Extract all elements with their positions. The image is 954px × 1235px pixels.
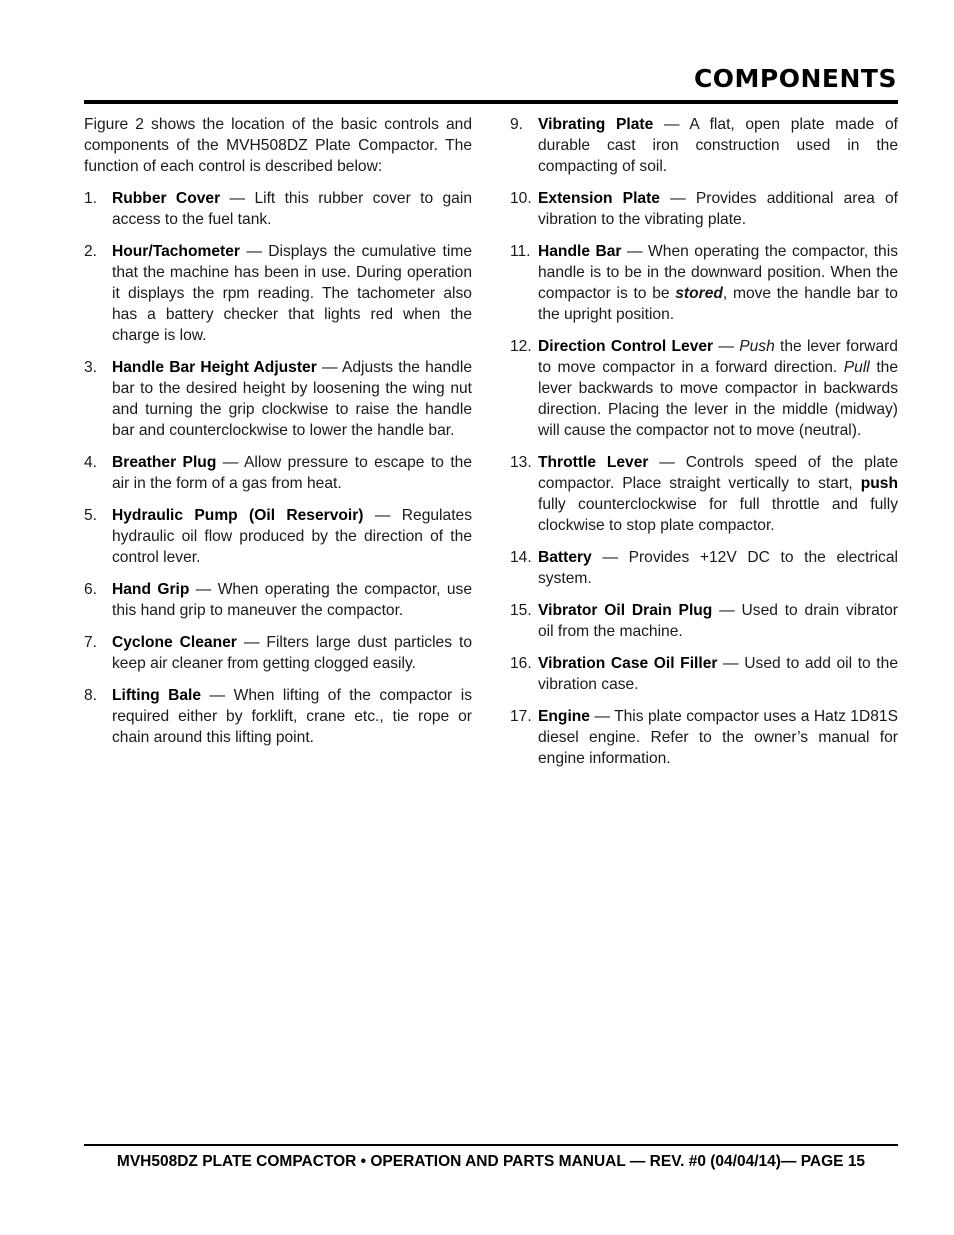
item-emphasis: push	[860, 475, 898, 492]
item-number: 8.	[84, 687, 98, 704]
item-description: — Allow pressure to escape to the air in the form of a gas from heat.	[112, 454, 472, 492]
item-number: 11.	[510, 243, 531, 260]
item-description: — When lifting of the compactor is required either by forklift, crane etc., tie rope or chain around this lifting point.	[112, 687, 472, 746]
item-term: Vibrator Oil Drain Plug	[538, 602, 713, 619]
list-item-rubber-cover	[84, 188, 472, 230]
list-item-handle-bar	[510, 241, 898, 325]
item-term: Hydraulic Pump (Oil Reservoir)	[112, 507, 364, 524]
item-number: 4.	[84, 454, 98, 471]
item-number: 15.	[510, 602, 532, 619]
item-description: — Used to drain vibrator oil from the machine.	[538, 602, 898, 640]
item-number: 9.	[510, 116, 524, 133]
item-emphasis: stored	[675, 285, 723, 302]
list-item-direction-control-lever	[510, 336, 898, 441]
item-term: Vibration Case Oil Filler	[538, 655, 718, 672]
list-item-hydraulic-pump	[84, 505, 472, 568]
item-term: Vibrating Plate	[538, 116, 654, 133]
item-description: — Used to add oil to the vibration case.	[538, 655, 898, 693]
item-term: Rubber Cover	[112, 190, 221, 207]
item-emphasis: Push	[739, 338, 775, 355]
item-description: — Provides additional area of vibration to the vibrating plate.	[538, 190, 898, 228]
item-description: — This plate compactor uses a Hatz 1D81S diesel engine. Refer to the owner’s manual for engine information.	[538, 708, 898, 767]
item-description: — Controls speed of the plate compactor. Place straight vertically to start,	[538, 454, 898, 492]
list-item-extension-plate	[510, 188, 898, 230]
list-item-vibrator-oil-drain-plug	[510, 600, 898, 642]
page-title: COMPONENTS	[693, 64, 897, 93]
list-item-handle-bar-height-adjuster	[84, 357, 472, 441]
left-column	[84, 114, 472, 759]
list-item-hand-grip	[84, 579, 472, 621]
item-term: Handle Bar Height Adjuster	[112, 359, 317, 376]
item-description: — A flat, open plate made of durable cast iron construction used in the compacting of soil.	[538, 116, 898, 175]
list-item-engine	[510, 706, 898, 769]
page-footer: MVH508DZ PLATE COMPACTOR • OPERATION AND PARTS MANUAL — REV. #0 (04/04/14)— PAGE 15	[116, 1153, 866, 1170]
item-description: — When operating the compactor, this handle is to be in the downward position. When the compactor is to be	[538, 243, 898, 302]
item-term: Direction Control Lever	[538, 338, 714, 355]
item-number: 6.	[84, 581, 98, 598]
list-item-cyclone-cleaner	[84, 632, 472, 674]
item-description: — Lift this rubber cover to gain access to the fuel tank.	[112, 190, 472, 228]
list-item-vibration-case-oil-filler	[510, 653, 898, 695]
item-number: 14.	[510, 549, 532, 566]
item-description: the lever forward to move compactor in a forward direction.	[538, 338, 898, 376]
list-item-throttle-lever	[510, 452, 898, 536]
right-column	[510, 114, 898, 780]
item-number: 7.	[84, 634, 98, 651]
item-number: 12.	[510, 338, 532, 355]
item-term: Throttle Lever	[538, 454, 649, 471]
item-term: Hand Grip	[112, 581, 190, 598]
item-term: Lifting Bale	[112, 687, 202, 704]
item-term: Extension Plate	[538, 190, 660, 207]
list-item-lifting-bale	[84, 685, 472, 748]
item-number: 13.	[510, 454, 532, 471]
item-term: Engine	[538, 708, 590, 725]
footer-rule	[84, 1144, 898, 1146]
item-description: — Filters large dust particles to keep air cleaner from getting clogged easily.	[112, 634, 472, 672]
item-term: Battery	[538, 549, 592, 566]
item-number: 5.	[84, 507, 98, 524]
item-term: Handle Bar	[538, 243, 622, 260]
item-number: 16.	[510, 655, 532, 672]
item-description: , move the handle bar to the upright position.	[538, 285, 898, 323]
list-item-vibrating-plate	[510, 114, 898, 177]
intro-paragraph: Figure 2 shows the location of the basic controls and components of the MVH508DZ Plate Compactor. The function of each control is described below:	[84, 116, 472, 175]
item-description: — Provides +12V DC to the electrical system.	[538, 549, 898, 587]
item-description: —	[713, 338, 740, 355]
item-description: fully counterclockwise for full throttle and fully clockwise to stop plate compactor.	[538, 496, 898, 534]
item-description: — When operating the compactor, use this hand grip to maneuver the compactor.	[112, 581, 472, 619]
item-number: 10.	[510, 190, 532, 207]
item-number: 2.	[84, 243, 98, 260]
item-description: — Displays the cumulative time that the machine has been in use. During operation it displays the rpm reading. The tachometer also has a battery checker that lights red when the charge is low.	[112, 243, 472, 344]
item-description: — Adjusts the handle bar to the desired height by loosening the wing nut and turning the grip clockwise to raise the handle bar and counterclockwise to lower the handle bar.	[112, 359, 472, 439]
header-rule	[84, 100, 898, 104]
item-number: 1.	[84, 190, 98, 207]
item-description: — Regulates hydraulic oil flow produced by the direction of the control lever.	[112, 507, 472, 566]
list-item-hour-tachometer	[84, 241, 472, 346]
item-term: Hour/Tachometer	[112, 243, 240, 260]
item-emphasis: Pull	[843, 359, 870, 376]
item-term: Cyclone Cleaner	[112, 634, 237, 651]
list-item-battery	[510, 547, 898, 589]
item-number: 17.	[510, 708, 532, 725]
item-term: Breather Plug	[112, 454, 217, 471]
list-item-breather-plug	[84, 452, 472, 494]
item-number: 3.	[84, 359, 98, 376]
item-description: the lever backwards to move compactor in backwards direction. Placing the lever in the middle (midway) will cause the compactor not to move (neutral).	[538, 359, 898, 439]
